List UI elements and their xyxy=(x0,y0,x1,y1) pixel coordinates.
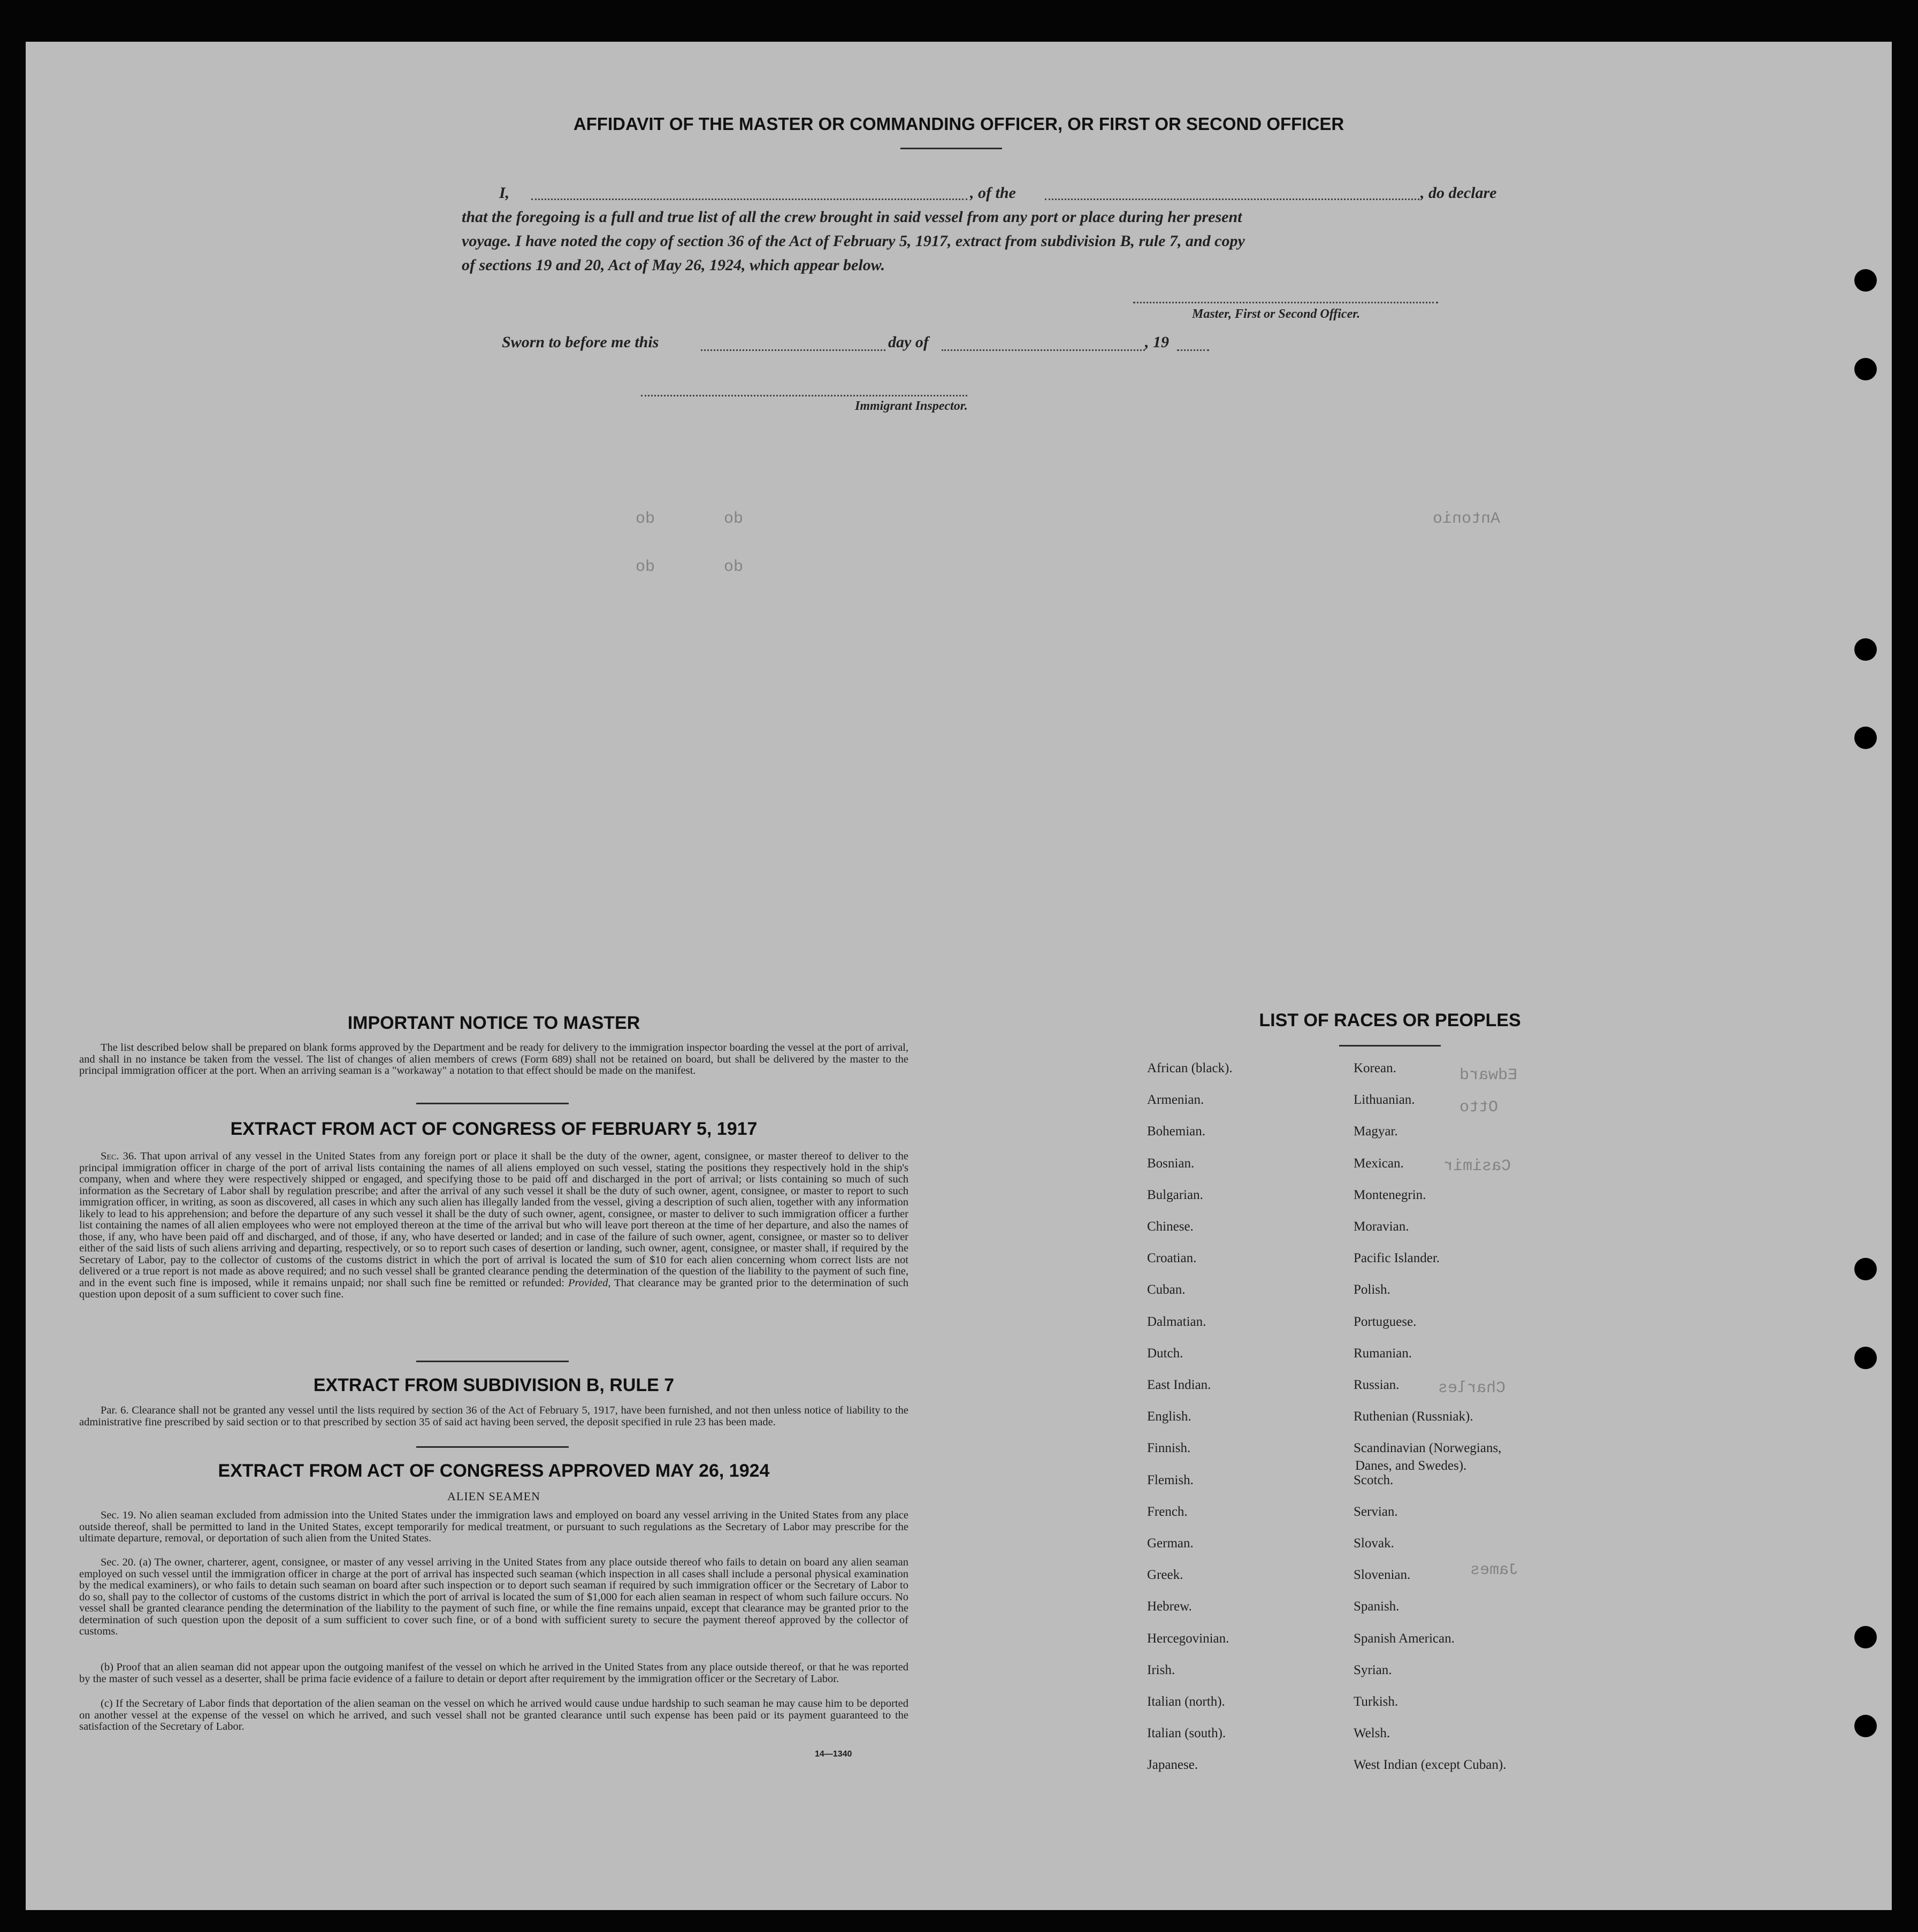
rule-7-title: EXTRACT FROM SUBDIVISION B, RULE 7 xyxy=(313,1375,675,1395)
race-item: African (black). xyxy=(1147,1061,1233,1075)
race-item: Bohemian. xyxy=(1147,1124,1206,1139)
race-item: Hebrew. xyxy=(1147,1599,1192,1614)
sworn-line: Sworn to before me this day of , 19 xyxy=(502,333,1251,352)
affidavit-line-3: voyage. I have noted the copy of section 36 of the Act of February 5, 1917, extract from subdivision B, rule 7, and copy xyxy=(462,232,1245,250)
race-item: Syrian. xyxy=(1354,1663,1392,1677)
race-item-continuation: Danes, and Swedes). xyxy=(1355,1458,1467,1473)
race-item: Turkish. xyxy=(1354,1694,1399,1709)
bleedthrough-text: James xyxy=(1470,1561,1519,1579)
race-item: Ruthenian (Russniak). xyxy=(1354,1409,1473,1424)
sec-20b-body: (b) Proof that an alien seaman did not appear upon the outgoing manifest of the vessel on which he arrived in the United States from any place outside thereof, or that he was reported by the master of such vessel as a deserter, shall be prima facie evidence of a failure to detain or deport after requirement by the immigration officer or the Secretary of Labor. xyxy=(79,1661,908,1685)
document-page xyxy=(26,42,1892,1910)
race-item: Scandinavian (Norwegians, xyxy=(1354,1441,1502,1455)
race-item: Cuban. xyxy=(1147,1282,1186,1297)
race-item: Spanish American. xyxy=(1354,1631,1455,1646)
race-item: Rumanian. xyxy=(1354,1346,1412,1361)
race-item: Scotch. xyxy=(1354,1473,1394,1487)
race-item: Moravian. xyxy=(1354,1219,1409,1234)
bleedthrough-text: do xyxy=(724,558,744,576)
race-item: Bosnian. xyxy=(1147,1156,1195,1171)
race-item: Irish. xyxy=(1147,1663,1175,1677)
race-item: Servian. xyxy=(1354,1505,1398,1519)
race-item: Montenegrin. xyxy=(1354,1188,1426,1202)
punch-hole xyxy=(1854,727,1877,749)
form-number: 14—1340 xyxy=(815,1750,852,1759)
race-item: Dutch. xyxy=(1147,1346,1183,1361)
punch-hole xyxy=(1854,1258,1877,1280)
race-item: Mexican. xyxy=(1354,1156,1404,1171)
section-divider xyxy=(416,1103,569,1104)
race-item: Welsh. xyxy=(1354,1726,1390,1740)
race-item: Spanish. xyxy=(1354,1599,1400,1614)
race-item: Italian (south). xyxy=(1147,1726,1226,1740)
section-divider xyxy=(416,1361,569,1362)
inspector-signature-caption: Immigrant Inspector. xyxy=(855,399,968,413)
extract-1924-title: EXTRACT FROM ACT OF CONGRESS APPROVED MAY 26, 1924 xyxy=(218,1461,770,1481)
sec-20c-body: (c) If the Secretary of Labor finds that deportation of the alien seaman on the vessel on which he arrived would cause undue hardship to such seaman he may cause him to be deported on another vessel at the expense of the vessel on which he arrived, and such vessel shall not be granted clearance until such expense has been paid or its payment guaranteed to the satisfaction of the Secretary of Labor. xyxy=(79,1698,908,1732)
notice-title: IMPORTANT NOTICE TO MASTER xyxy=(347,1013,640,1033)
affidavit-title: AFFIDAVIT OF THE MASTER OR COMMANDING OFFICER, OR FIRST OR SECOND OFFICER xyxy=(573,114,1344,134)
sec-20a-body: Sec. 20. (a) The owner, charterer, agent, consignee, or master of any vessel arriving in the United States from any place outside thereof who fails to detain on board any alien seaman employed on such vessel until the immigration officer in charge at the port of arrival has inspected such seaman (which inspection in all cases shall include a personal physical examination by the medical examiners), or who fails to detain such seaman on board after such inspection or to deport such seaman if required by such immigration officer or the Secretary of Labor to do so, shall pay to the collector of customs of the customs district in which the port of arrival is located the sum of $1,000 for each alien seaman in respect of whom such failure occurs. No vessel shall be granted clearance pending the determination of the liability to the payment of such fine, or while the fine remains unpaid, except that clearance may be granted prior to the determination of such question upon the deposit of a sum sufficient to cover such fine, or of a bond with sufficient surety to secure the payment thereof approved by the collector of customs. xyxy=(79,1556,908,1637)
master-signature-line xyxy=(1133,302,1438,303)
punch-hole xyxy=(1854,1347,1877,1369)
alien-seamen-subtitle: ALIEN SEAMEN xyxy=(447,1490,540,1503)
race-item: English. xyxy=(1147,1409,1191,1424)
race-item: Italian (north). xyxy=(1147,1694,1225,1709)
race-item: West Indian (except Cuban). xyxy=(1354,1758,1507,1772)
master-signature-caption: Master, First or Second Officer. xyxy=(1192,307,1361,321)
race-item: Croatian. xyxy=(1147,1251,1197,1265)
race-item: Greek. xyxy=(1147,1568,1183,1582)
punch-hole xyxy=(1854,1715,1877,1737)
race-item: Japanese. xyxy=(1147,1758,1198,1772)
race-item: Pacific Islander. xyxy=(1354,1251,1440,1265)
bleedthrough-text: Antonio xyxy=(1433,510,1501,528)
races-title: LIST OF RACES OR PEOPLES xyxy=(1259,1010,1521,1030)
punch-hole xyxy=(1854,638,1877,661)
race-item: French. xyxy=(1147,1505,1188,1519)
race-item: Slovenian. xyxy=(1354,1568,1411,1582)
bleedthrough-text: Otto xyxy=(1459,1098,1499,1117)
punch-hole xyxy=(1854,269,1877,292)
race-item: Korean. xyxy=(1354,1061,1396,1075)
extract-1917-title: EXTRACT FROM ACT OF CONGRESS OF FEBRUARY 5, 1917 xyxy=(230,1119,758,1139)
race-item: Chinese. xyxy=(1147,1219,1194,1234)
rule-7-body: Par. 6. Clearance shall not be granted any vessel until the lists required by section 36 of the Act of February 5, 1917, have been furnished, and not then unless notice of liability to the administrative fine prescribed by said section or to that prescribed by section 35 of said act having been served, the deposit specified in rule 23 has been made. xyxy=(79,1404,908,1428)
race-item: Russian. xyxy=(1354,1378,1400,1392)
section-divider xyxy=(416,1446,569,1448)
bleedthrough-text: Edward xyxy=(1459,1066,1518,1085)
bleedthrough-text: Casimir xyxy=(1443,1157,1511,1175)
extract-1917-body: Sec. 36. That upon arrival of any vessel in the United States from any foreign port or place it shall be the duty of the owner, agent, consignee, or master thereof to deliver to the principal immigration officer in charge of the port of arrival lists containing the names of all aliens employed on such vessel, stating the positions they respectively hold in the ship's company, when and where they were respectively shipped or engaged, and specifying those to be paid off and discharged in the port of arrival; or lists containing so much of such information as the Secretary of Labor shall by regulation prescribe; and after the arrival of any such vessel it shall be the duty of such owner, agent, consignee, or master to report to such immigration officer, in writing, as soon as discovered, all cases in which any such alien has illegally landed from the vessel, giving a description of such alien, together with any information likely to lead to his apprehension; and before the departure of any such vessel it shall be the duty of such owner, agent, consignee, or master to deliver to such immigration officer a further list containing the names of all alien employees who were not employed thereon at the time of the arrival but who will leave port thereon at the time of her departure, and also the names of those, if any, who have been paid off and discharged, and of those, if any, who have deserted or landed; and in case of the failure of such owner, agent, consignee, or master so to deliver either of the said lists of such aliens arriving and departing, respectively, or so to report such cases of desertion or landing, such owner, agent, consignee, or master shall, if required by the Secretary of Labor, pay to the collector of customs of the customs district in which the port of arrival is located the sum of $10 for each alien concerning whom correct lists are not delivered or a true report is not made as above required; and no such vessel shall be granted clearance pending the determination of the question of the liability to the payment of such fine, and in the event such fine is imposed, while it remains unpaid; nor shall such fine be remitted or refunded: Provided, That clearance may be granted prior to the determination of such question upon deposit of a sum sufficient to cover such fine. xyxy=(79,1150,909,1300)
bleedthrough-text: do xyxy=(636,558,655,576)
race-item: East Indian. xyxy=(1147,1378,1211,1392)
affidavit-line-2: that the foregoing is a full and true list of all the crew brought in said vessel from any port or place during her present xyxy=(462,208,1242,226)
bleedthrough-text: do xyxy=(724,510,744,528)
race-item: Bulgarian. xyxy=(1147,1188,1203,1202)
race-item: German. xyxy=(1147,1536,1194,1551)
race-item: Flemish. xyxy=(1147,1473,1194,1487)
affidavit-line-1: I, , of the , do declare xyxy=(499,184,1497,202)
affidavit-line-4: of sections 19 and 20, Act of May 26, 1924, which appear below. xyxy=(462,256,885,274)
race-item: Polish. xyxy=(1354,1282,1390,1297)
race-item: Slovak. xyxy=(1354,1536,1394,1551)
race-item: Armenian. xyxy=(1147,1093,1204,1107)
bleedthrough-text: Charles xyxy=(1438,1379,1506,1398)
bleedthrough-text: do xyxy=(636,510,655,528)
race-item: Magyar. xyxy=(1354,1124,1398,1139)
race-item: Portuguese. xyxy=(1354,1315,1417,1329)
race-item: Finnish. xyxy=(1147,1441,1191,1455)
race-item: Lithuanian. xyxy=(1354,1093,1415,1107)
inspector-signature-line xyxy=(641,395,967,396)
race-item: Dalmatian. xyxy=(1147,1315,1206,1329)
races-title-underline xyxy=(1339,1045,1441,1047)
notice-body: The list described below shall be prepared on blank forms approved by the Department and be ready for delivery to the immigration inspector boarding the vessel at the port of arrival, and shall in no instance be taken from the vessel. The list of changes of alien members of crews (Form 689) shall not be retained on board, but shall be delivered by the master to the principal immigration officer at the port. When an arriving seaman is a "workaway" a notation to that effect should be made on the manifest. xyxy=(79,1042,908,1076)
sec-19-body: Sec. 19. No alien seaman excluded from admission into the United States under the immigration laws and employed on board any vessel arriving in the United States from any place outside thereof, shall be permitted to land in the United States, except temporarily for medical treatment, or pursuant to such regulations as the Secretary of Labor may prescribe for the ultimate departure, removal, or deportation of such alien from the United States. xyxy=(79,1509,908,1544)
title-underline xyxy=(900,148,1002,149)
punch-hole xyxy=(1854,1626,1877,1648)
punch-hole xyxy=(1854,358,1877,380)
race-item: Hercegovinian. xyxy=(1147,1631,1229,1646)
